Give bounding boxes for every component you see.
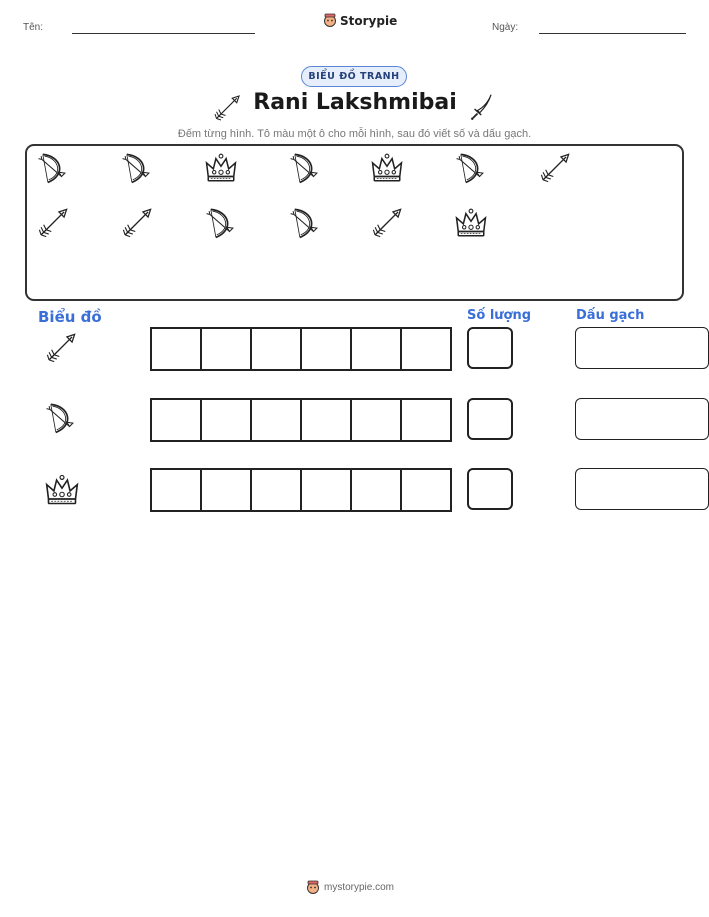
grid-cell[interactable] — [150, 468, 202, 512]
grid-cell[interactable] — [150, 327, 202, 371]
storypie-mascot-icon — [323, 13, 337, 28]
grid-cell[interactable] — [300, 398, 352, 442]
storypie-mascot-icon — [306, 880, 320, 895]
date-line[interactable] — [539, 33, 686, 34]
grid-cell[interactable] — [150, 398, 202, 442]
bow-icon — [288, 206, 322, 240]
count-box-arrow[interactable] — [467, 327, 513, 369]
count-column-header: Số lượng — [467, 308, 532, 323]
page-title: Rani Lakshmibai — [253, 90, 457, 115]
picture-board — [25, 144, 684, 301]
brand-logo — [323, 13, 397, 28]
brand-name: Storypie — [340, 13, 398, 28]
grid-cell[interactable] — [200, 398, 252, 442]
grid-cell[interactable] — [250, 327, 302, 371]
bow-icon — [36, 151, 70, 185]
grid-cell[interactable] — [350, 468, 402, 512]
grid-cell[interactable] — [200, 468, 252, 512]
sword-icon — [467, 91, 497, 121]
bow-icon — [204, 206, 238, 240]
chart-column-header: Biểu đồ — [38, 308, 102, 326]
bow-icon — [120, 151, 154, 185]
crown-icon — [204, 151, 238, 185]
tally-grid-bow — [150, 398, 452, 440]
tally-box-bow[interactable] — [575, 398, 709, 440]
instructions: Đếm từng hình. Tô màu một ô cho mỗi hình, sau đó viết số và dấu gạch. — [177, 128, 532, 140]
crown-icon — [370, 151, 404, 185]
arrow-icon — [44, 331, 78, 365]
arrow-icon — [538, 151, 572, 185]
crown-icon — [44, 472, 80, 508]
crown-icon — [454, 206, 488, 240]
arrow-icon — [36, 206, 70, 240]
name-line[interactable] — [72, 33, 255, 34]
footer-url[interactable]: mystorypie.com — [324, 882, 395, 893]
tally-grid-crown — [150, 468, 452, 510]
bow-icon — [454, 151, 488, 185]
grid-cell[interactable] — [250, 398, 302, 442]
date-label: Ngày: — [492, 22, 519, 33]
grid-cell[interactable] — [400, 398, 452, 442]
count-box-crown[interactable] — [467, 468, 513, 510]
bow-icon — [288, 151, 322, 185]
grid-cell[interactable] — [250, 468, 302, 512]
grid-cell[interactable] — [350, 327, 402, 371]
tally-box-crown[interactable] — [575, 468, 709, 510]
grid-cell[interactable] — [300, 327, 352, 371]
tally-grid-arrow — [150, 327, 452, 369]
tally-box-arrow[interactable] — [575, 327, 709, 369]
footer — [306, 880, 394, 895]
bow-icon — [44, 401, 78, 435]
arrow-icon — [370, 206, 404, 240]
grid-cell[interactable] — [400, 468, 452, 512]
tally-column-header: Dấu gạch — [576, 308, 645, 323]
grid-cell[interactable] — [400, 327, 452, 371]
count-box-bow[interactable] — [467, 398, 513, 440]
grid-cell[interactable] — [300, 468, 352, 512]
grid-cell[interactable] — [200, 327, 252, 371]
worksheet-type-badge: BIỂU ĐỒ TRANH — [301, 66, 407, 87]
grid-cell[interactable] — [350, 398, 402, 442]
arrow-icon — [120, 206, 154, 240]
name-label: Tên: — [23, 22, 44, 33]
